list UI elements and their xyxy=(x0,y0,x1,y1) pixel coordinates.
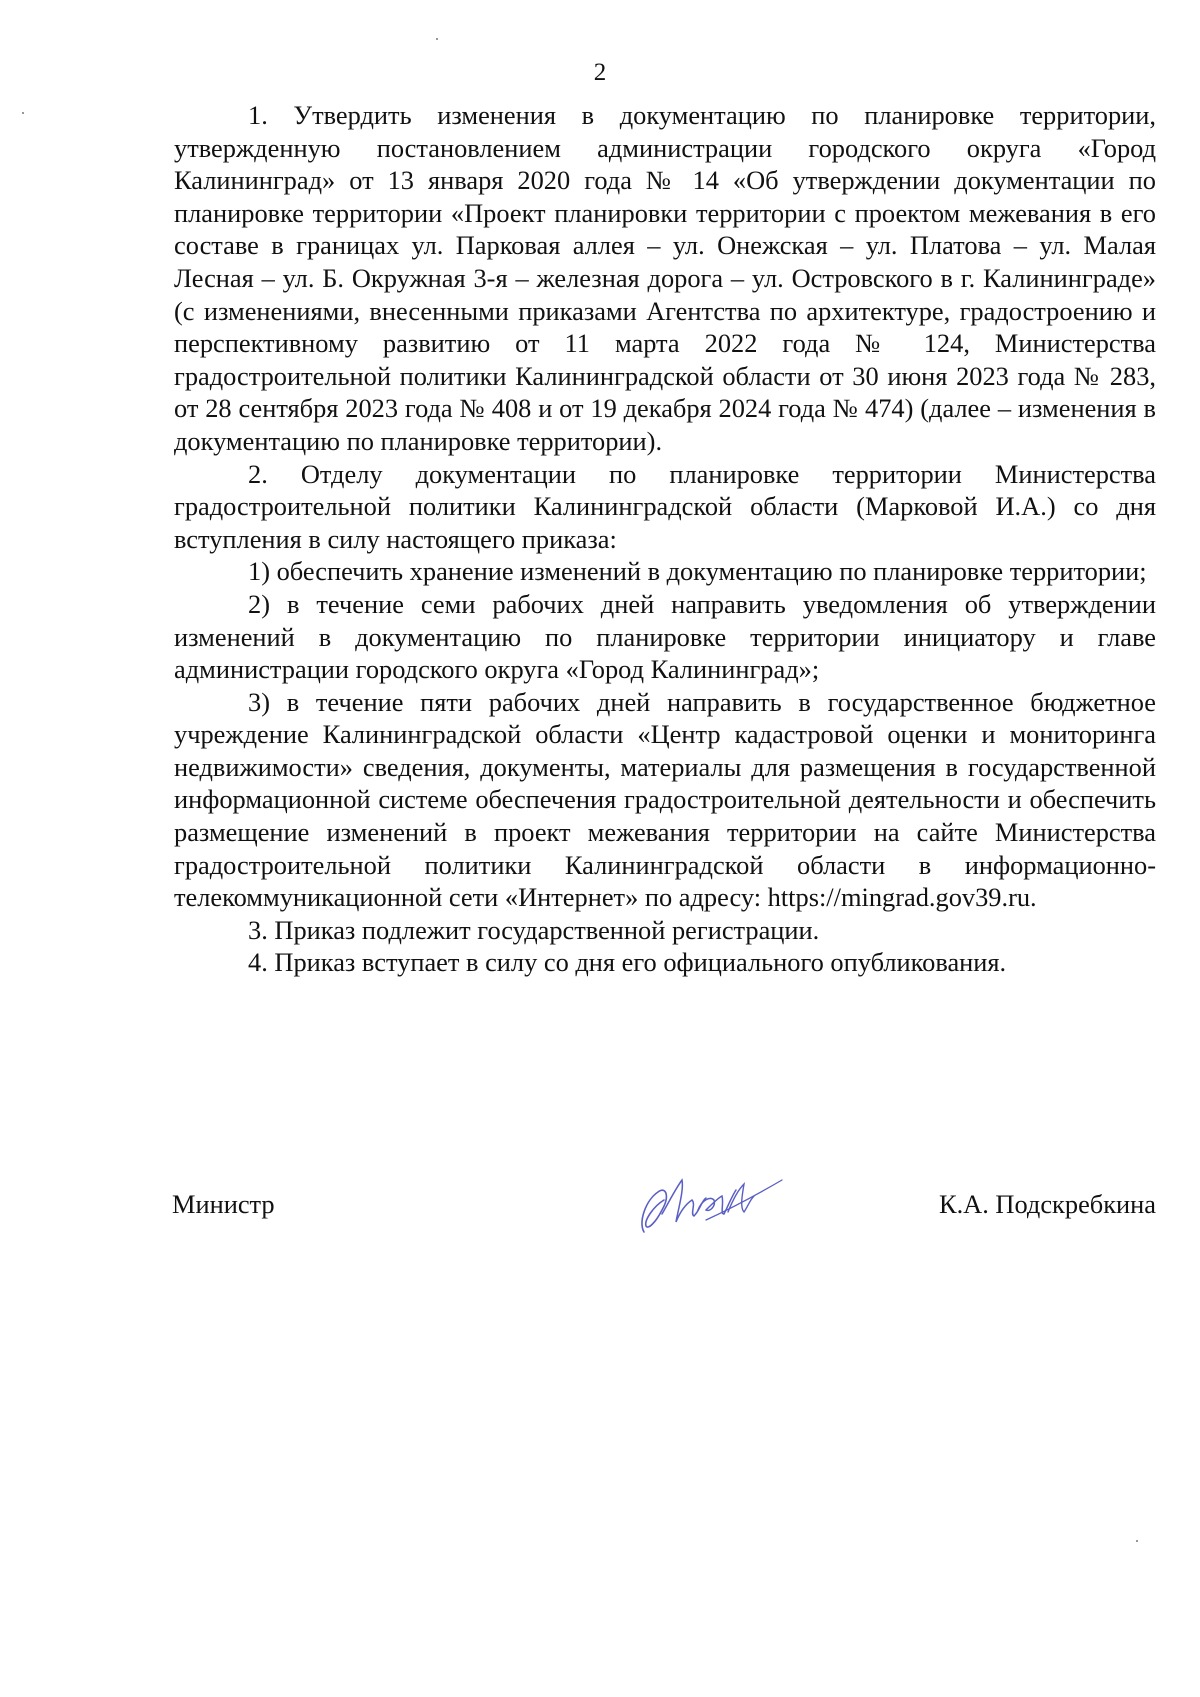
scan-speck xyxy=(436,38,438,40)
page-number: 2 xyxy=(593,59,607,86)
paragraph-3-registration: 3. Приказ подлежит государственной регистрации. xyxy=(248,914,820,945)
order-body xyxy=(174,99,1156,979)
paragraph-2-3-publication: 3) в течение пяти рабочих дней направить в государственное бюджетное учреждение Калининградской области «Центр кадастровой оценки и мониторинга недвижимости» сведения, документы, материалы для размещения в государственной информационной системе обеспечения градостроительной деятельности и обеспечить размещение изменений в проект межевания территории на сайте Министерства градостроительной политики Калининградской области в информационно-телекоммуникационной сети «Интернет» по адресу: https://mingrad.gov39.ru. xyxy=(174,686,1156,913)
handwritten-signature xyxy=(636,1170,786,1238)
paragraph-4-effective-date: 4. Приказ вступает в силу со дня его официального опубликования. xyxy=(248,947,1007,978)
scan-speck xyxy=(22,112,24,114)
paragraph-2-2-notification: 2) в течение семи рабочих дней направить уведомления об утверждении изменений в документацию по планировке территории инициатору и главе администрации городского округа «Город Калининград»; xyxy=(174,588,1156,685)
paragraph-1-approve-changes: 1. Утвердить изменения в документацию по планировке территории, утвержденную постановлением администрации городского округа «Город Калининград» от 13 января 2020 года № 14 «Об утверждении документации по планировке территории «Проект планировки территории с проектом межевания в его составе в границах ул. Парковая аллея – ул. Онежская – ул. Платова – ул. Малая Лесная – ул. Б. Окружная 3-я – железная дорога – ул. Островского в г. Калининграде» (с изменениями, внесенными приказами Агентства по архитектуре, градостроению и перспективному развитию от 11 марта 2022 года № 124, Министерства градостроительной политики Калининградской области от 30 июня 2023 года № 283, от 28 сентября 2023 года № 408 и от 19 декабря 2024 года № 474) (далее – изменения в документацию по планировке территории). xyxy=(174,100,1156,456)
signatory-title: Министр xyxy=(172,1189,275,1219)
scan-speck xyxy=(1136,1540,1138,1542)
signatory-name: К.А. Подскребкина xyxy=(938,1189,1156,1219)
paragraph-2-1-storage: 1) обеспечить хранение изменений в документацию по планировке территории; xyxy=(248,556,1147,587)
paragraph-2-department-instruction: 2. Отделу документации по планировке территории Министерства градостроительной политики Калининградской области (Марковой И.А.) со дня вступления в силу настоящего приказа: xyxy=(174,458,1156,554)
